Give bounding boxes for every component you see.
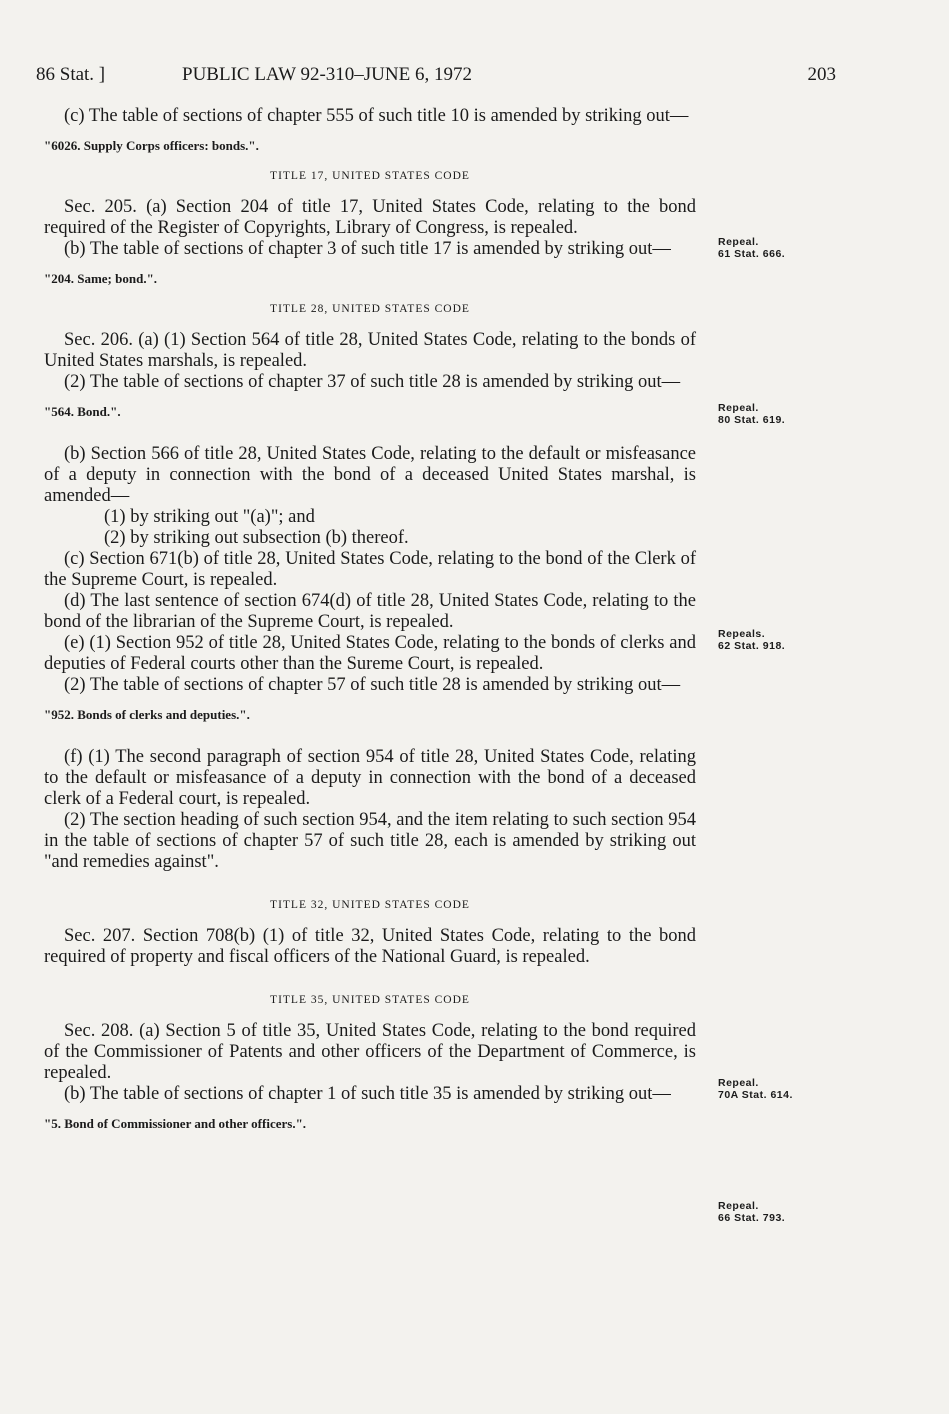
struck-item: "952. Bonds of clerks and deputies.". [44,707,250,722]
struck-item: "6026. Supply Corps officers: bonds.". [44,138,259,153]
page-header [36,64,836,88]
margin-note-label: Repeal. [718,1077,759,1089]
margin-note-label: Repeal. [718,402,759,414]
margin-note [718,236,878,260]
paragraph: (d) The last sentence of section 674(d) of title 28, United States Code, relating to the bond of the librarian of the Supreme Court, is repealed. [44,591,696,632]
struck-item: "5. Bond of Commissioner and other officers.". [44,1116,307,1131]
page-number: 203 [807,64,836,85]
paragraph: (2) The section heading of such section 954, and the item relating to such section 954 in the table of sections of chapter 57 of such title 28, each is amended by striking out "and remedies against". [44,810,696,872]
paragraph: (c) Section 671(b) of title 28, United States Code, relating to the bond of the Clerk of the Supreme Court, is repealed. [44,549,696,590]
paragraph: (2) The table of sections of chapter 57 of such title 28 is amended by striking out— [64,675,681,695]
margin-note-citation: 62 Stat. 918. [718,640,786,652]
paragraph: Sec. 205. (a) Section 204 of title 17, United States Code, relating to the bond required of the Register of Copyrights, Library of Congress, is repealed. [44,197,696,238]
section-heading: TITLE 35, UNITED STATES CODE [270,994,470,1006]
margin-note-citation: 61 Stat. 666. [718,248,786,260]
document-body [44,106,696,1144]
paragraph: Sec. 208. (a) Section 5 of title 35, United States Code, relating to the bond required of the Commissioner of Patents and other officers of the Department of Commerce, is repealed. [44,1021,696,1083]
margin-note-label: Repeal. [718,236,759,248]
paragraph: (b) Section 566 of title 28, United States Code, relating to the default or misfeasance of a deputy in connection with the bond of a deceased United States marshal, is amended— [44,444,696,506]
header-title: PUBLIC LAW 92-310–JUNE 6, 1972 [182,64,472,85]
margin-note [718,1200,878,1224]
struck-item: "564. Bond.". [44,404,121,419]
section-heading: TITLE 32, UNITED STATES CODE [270,899,470,911]
margin-note-citation: 66 Stat. 793. [718,1212,786,1224]
margin-note [718,402,878,426]
paragraph: (e) (1) Section 952 of title 28, United States Code, relating to the bonds of clerks and deputies of Federal courts other than the Sureme Court, is repealed. [44,633,696,674]
margin-note-label: Repeals. [718,628,766,640]
margin-note-label: Repeal. [718,1200,759,1212]
margin-note-citation: 70A Stat. 614. [718,1089,793,1101]
margin-note [718,628,878,652]
margin-note-citation: 80 Stat. 619. [718,414,786,426]
paragraph: (f) (1) The second paragraph of section 954 of title 28, United States Code, relating to the default or misfeasance of a deputy in connection with the bond of a deceased clerk of a Federal court, is repealed. [44,747,696,809]
paragraph: (b) The table of sections of chapter 3 of such title 17 is amended by striking out— [64,239,671,259]
paragraph: Sec. 206. (a) (1) Section 564 of title 28, United States Code, relating to the bonds of United States marshals, is repealed. [44,330,696,371]
paragraph: (c) The table of sections of chapter 555 of such title 10 is amended by striking out— [64,106,689,126]
section-heading: TITLE 28, UNITED STATES CODE [270,303,470,315]
paragraph: (b) The table of sections of chapter 1 of such title 35 is amended by striking out— [64,1084,671,1104]
struck-item: "204. Same; bond.". [44,271,158,286]
paragraph: (2) The table of sections of chapter 37 of such title 28 is amended by striking out— [64,372,681,392]
margin-note [718,1077,878,1101]
list-item: (1) by striking out "(a)"; and [104,507,315,527]
section-heading: TITLE 17, UNITED STATES CODE [270,170,470,182]
list-item: (2) by striking out subsection (b) thereof. [104,528,409,548]
paragraph: Sec. 207. Section 708(b) (1) of title 32, United States Code, relating to the bond required of property and fiscal officers of the National Guard, is repealed. [44,926,696,967]
header-stat: 86 Stat. ] [36,64,106,85]
